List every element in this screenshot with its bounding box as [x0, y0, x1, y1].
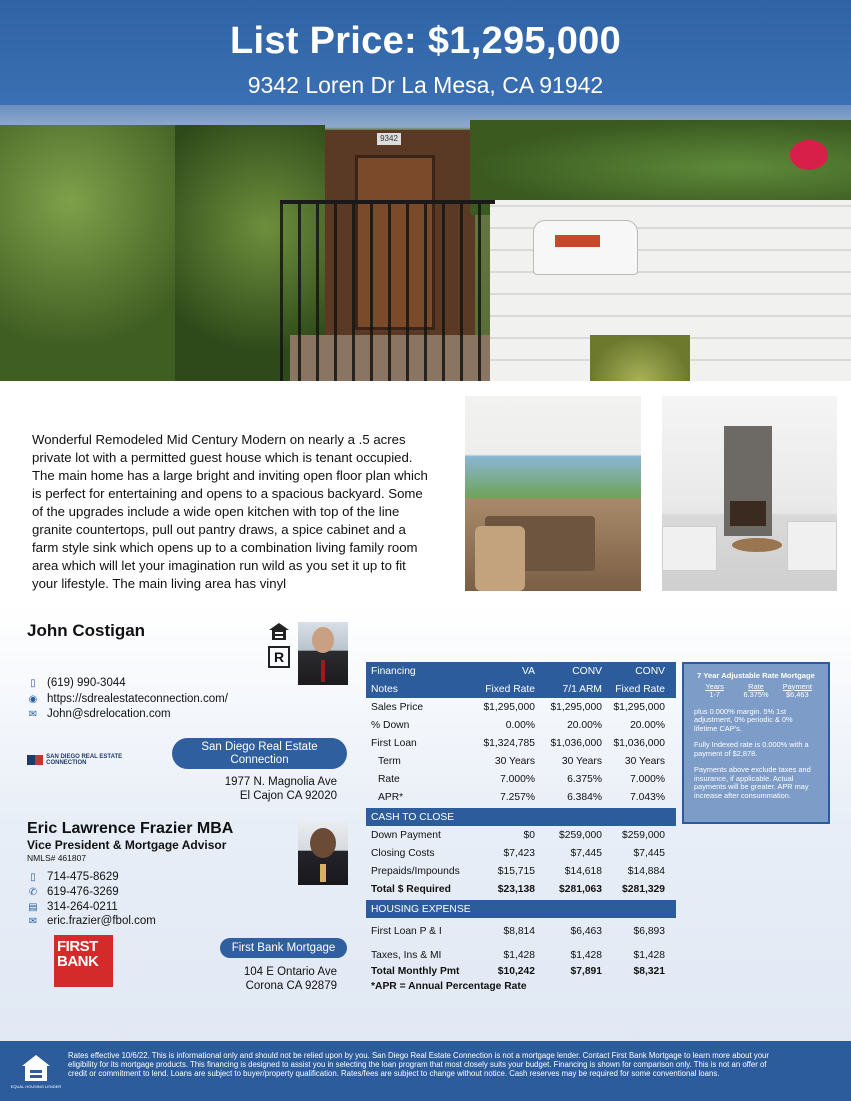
- lender-face: [310, 828, 336, 858]
- apr-note: *APR = Annual Percentage Rate: [371, 981, 527, 992]
- table-row: [366, 752, 676, 770]
- table-row-total: [366, 880, 676, 898]
- cell: $1,295,000: [550, 701, 602, 713]
- realtor-icon: R: [268, 646, 290, 668]
- equal-housing-lender-icon: [10, 1053, 62, 1091]
- globe-icon: ◉: [28, 693, 38, 705]
- hero-photo: [0, 105, 851, 381]
- agent-phone-row: [27, 677, 126, 689]
- row-label: Rate: [378, 773, 400, 785]
- agent-email-link[interactable]: John@sdrelocation.com: [47, 708, 171, 720]
- footer-disclaimer-bar: [0, 1041, 851, 1101]
- row-label: Closing Costs: [371, 847, 435, 859]
- fax-icon: ▤: [28, 901, 38, 913]
- header-banner: [0, 0, 851, 105]
- cell: 7.257%: [500, 791, 535, 803]
- cell: $7,423: [503, 847, 535, 859]
- iron-gate: [280, 200, 495, 381]
- table-row: [366, 844, 676, 862]
- cell: $7,891: [570, 966, 602, 977]
- sd-real-estate-logo: [27, 754, 152, 766]
- sd-logo-text: SAN DIEGO REAL ESTATE CONNECTION: [46, 754, 123, 766]
- cell: $1,428: [570, 949, 602, 961]
- cell: $281,063: [559, 883, 602, 895]
- agent-website-row: [27, 693, 228, 705]
- agent-phone[interactable]: (619) 990-3044: [47, 677, 126, 689]
- cell: $1,428: [633, 949, 665, 961]
- table-row: [366, 922, 676, 940]
- property-address: 9342 Loren Dr La Mesa, CA 91942: [247, 72, 604, 98]
- arm-col-value: 6.375%: [743, 690, 769, 699]
- equal-housing-icon: [268, 622, 290, 642]
- cell: $1,295,000: [613, 701, 665, 713]
- lender-name: Eric Lawrence Frazier MBA: [27, 820, 234, 837]
- row-label: Term: [378, 755, 401, 767]
- arm-col-header: Payment: [782, 681, 812, 691]
- mobile-phone-icon: ▯: [30, 677, 36, 689]
- cell: $15,715: [497, 865, 535, 877]
- lender-email-row: [27, 915, 156, 927]
- housing-expense-header: HOUSING EXPENSE: [366, 900, 676, 918]
- lender-email-link[interactable]: eric.frazier@fbol.com: [47, 915, 156, 927]
- lender-mobile-row: [27, 871, 119, 883]
- lender-phone-row: [27, 886, 119, 898]
- cell: $1,324,785: [483, 737, 535, 749]
- plant: [590, 335, 690, 381]
- lender-address-line2: Corona CA 92879: [245, 980, 337, 992]
- cell: $14,884: [627, 865, 665, 877]
- lender-title: Vice President & Mortgage Advisor: [27, 838, 227, 852]
- header-cell: VA: [522, 665, 535, 677]
- table-row: [366, 788, 676, 806]
- arm-note-margin: plus 0.000% margin. 5% 1st adjustment, 0% periodic & 0% lifetime CAP's.: [694, 706, 793, 733]
- kitchen-photo: [465, 396, 641, 591]
- cell: $259,000: [622, 829, 665, 841]
- row-label: Total Monthly Pmt: [371, 966, 460, 977]
- cell: $1,036,000: [613, 737, 665, 749]
- cell: $1,295,000: [483, 701, 535, 713]
- house-number-plate: 9342: [377, 133, 401, 145]
- living-room-photo: [662, 396, 837, 591]
- table-row: [366, 734, 676, 752]
- arm-info-box: [682, 662, 830, 824]
- property-description: Wonderful Remodeled Mid Century Modern on nearly a .5 acres private lot with a permitted guest house which is tenant occupied. The main home has a large bright and inviting open floor plan which is perfect for entertaining and opens to a spacious backyard. Some of the upgrades include a wide open kitchen with top of the line granite countertops, pull out pantry draws, a spice cabinet and a farm style sink which opens up to a combination living family room area which will let your imagination run wild as you set it up to fit your lifestyle. The main living area has vinyl: [32, 432, 428, 591]
- mailbox: [533, 220, 638, 275]
- table-row-total: [366, 964, 676, 979]
- header-cell: CONV: [635, 665, 665, 677]
- cell: $7,445: [633, 847, 665, 859]
- cell: $23,138: [497, 883, 535, 895]
- dining-chair: [475, 526, 525, 591]
- lender-company-button[interactable]: First Bank Mortgage: [220, 938, 347, 958]
- first-bank-logo: [54, 935, 113, 987]
- agent-website-link[interactable]: https://sdrealestateconnection.com/: [47, 693, 228, 705]
- header-cell: Financing: [371, 665, 416, 677]
- agent-face: [312, 627, 334, 653]
- agent-address-line2: El Cajon CA 92020: [239, 790, 337, 802]
- disclaimer-text: Rates effective 10/6/22. This is informational only and should not be relied upon by you. San Diego Real Estate Connection is not a mortgage lender. Contact First Bank Mortgage to learn more about your eligibility for its mortgage products. This financing is designed to assist you in selecting the loan program that most closely suits your budget. Financing is shown for comparison only. This is not an offer of credit or commitment to lend. Loans are subject to buyer/property qualification. Rates/fees are subject to change without notice. Cash reserves may be required for some conventional loans.: [68, 1051, 769, 1078]
- arm-note-payments: Payments above exclude taxes and insurance, if applicable. Actual payments will be greater. APR may increase after consummation.: [694, 765, 811, 800]
- cell: $0: [523, 829, 535, 841]
- cell: $1,428: [503, 949, 535, 961]
- list-price: List Price: $1,295,000: [229, 20, 622, 62]
- row-label: Total $ Required: [371, 883, 451, 895]
- row-label: % Down: [371, 719, 410, 731]
- cell: $1,036,000: [550, 737, 602, 749]
- header-cell: 7/1 ARM: [562, 683, 602, 695]
- cell: $8,321: [633, 966, 665, 977]
- phone-icon: ✆: [28, 886, 38, 898]
- agent-company-button[interactable]: San Diego Real Estate Connection: [172, 738, 347, 769]
- fireplace-box: [730, 501, 766, 526]
- cell: 30 Years: [624, 755, 665, 767]
- lender-tie: [320, 864, 326, 882]
- cell: 7.000%: [500, 773, 535, 785]
- cell: 30 Years: [494, 755, 535, 767]
- financing-table: [366, 662, 676, 992]
- lender-nmls: NMLS# 461807: [27, 853, 87, 863]
- agent-tie: [321, 660, 325, 682]
- table-row: [366, 862, 676, 880]
- eho-label: EQUAL HOUSING LENDER: [10, 1084, 62, 1089]
- sofa-right: [787, 521, 837, 571]
- cell: 7.000%: [630, 773, 665, 785]
- first-bank-logo-line2: BANK: [57, 953, 99, 970]
- sofa-left: [662, 526, 717, 571]
- cell: $6,893: [633, 925, 665, 937]
- agent-office-address: [225, 775, 337, 803]
- row-label: First Loan: [371, 737, 417, 749]
- cell: 6.375%: [567, 773, 602, 785]
- row-label: First Loan P & I: [371, 925, 442, 937]
- cell: 7.043%: [630, 791, 665, 803]
- cell: 0.00%: [505, 719, 535, 731]
- lender-office-address: [244, 965, 337, 993]
- mobile-phone-icon: ▯: [30, 871, 36, 883]
- table-row: [366, 770, 676, 788]
- agent-email-row: [27, 708, 171, 720]
- agent-address-line1: 1977 N. Magnolia Ave: [224, 776, 337, 788]
- row-label: Down Payment: [371, 829, 441, 841]
- cell: $7,445: [570, 847, 602, 859]
- arm-col-value: 1-7: [709, 690, 720, 699]
- envelope-icon: ✉: [28, 708, 38, 720]
- lender-address-line1: 104 E Ontario Ave: [243, 966, 337, 978]
- header-cell: Notes: [371, 683, 398, 695]
- cash-to-close-header: CASH TO CLOSE: [366, 808, 676, 826]
- header-cell: CONV: [572, 665, 602, 677]
- cell: $281,329: [622, 883, 665, 895]
- flower: [790, 140, 828, 170]
- arm-col-value: $6,463: [786, 690, 809, 699]
- mailbox-decal: [555, 235, 600, 247]
- lender-mobile[interactable]: 714-475-8629: [47, 871, 119, 883]
- notes-header-row: [366, 680, 676, 698]
- table-row: [366, 826, 676, 844]
- cell: 20.00%: [567, 719, 602, 731]
- cell: $259,000: [559, 829, 602, 841]
- arm-column-values: [694, 691, 818, 700]
- cell: $10,242: [497, 966, 535, 977]
- header-cell: Fixed Rate: [615, 683, 665, 695]
- table-row: [366, 946, 676, 964]
- coffee-table: [732, 538, 782, 552]
- row-label: Prepaids/Impounds: [371, 865, 460, 877]
- table-row: [366, 716, 676, 734]
- cell: 6.384%: [567, 791, 602, 803]
- lender-phone[interactable]: 619-476-3269: [47, 886, 119, 898]
- envelope-icon: ✉: [28, 915, 38, 927]
- lender-fax-row: [27, 901, 118, 913]
- agent-name: John Costigan: [27, 621, 146, 640]
- arm-col-header: Rate: [748, 681, 764, 691]
- cell: $14,618: [564, 865, 602, 877]
- first-bank-logo-line1: FIRST: [57, 938, 98, 955]
- arm-note-indexed: Fully Indexed rate is 0.000% with a payment of $2,878.: [694, 740, 809, 758]
- agent-headshot: [298, 622, 348, 685]
- lender-fax: 314-264-0211: [47, 901, 118, 913]
- cell: $8,814: [503, 925, 535, 937]
- cell: $6,463: [570, 925, 602, 937]
- cell: 30 Years: [561, 755, 602, 767]
- header-cell: Fixed Rate: [485, 683, 535, 695]
- lender-headshot: [298, 822, 348, 885]
- cell: 20.00%: [630, 719, 665, 731]
- row-label: APR*: [378, 791, 404, 803]
- arm-title: 7 Year Adjustable Rate Mortgage: [697, 671, 815, 680]
- row-label: Sales Price: [371, 701, 424, 713]
- hedge-left: [0, 125, 175, 381]
- arm-col-header: Years: [705, 681, 724, 691]
- sd-logo-mark: [27, 755, 43, 765]
- table-row: [366, 698, 676, 716]
- row-label: Taxes, Ins & MI: [371, 949, 442, 961]
- financing-header-row: [366, 662, 676, 680]
